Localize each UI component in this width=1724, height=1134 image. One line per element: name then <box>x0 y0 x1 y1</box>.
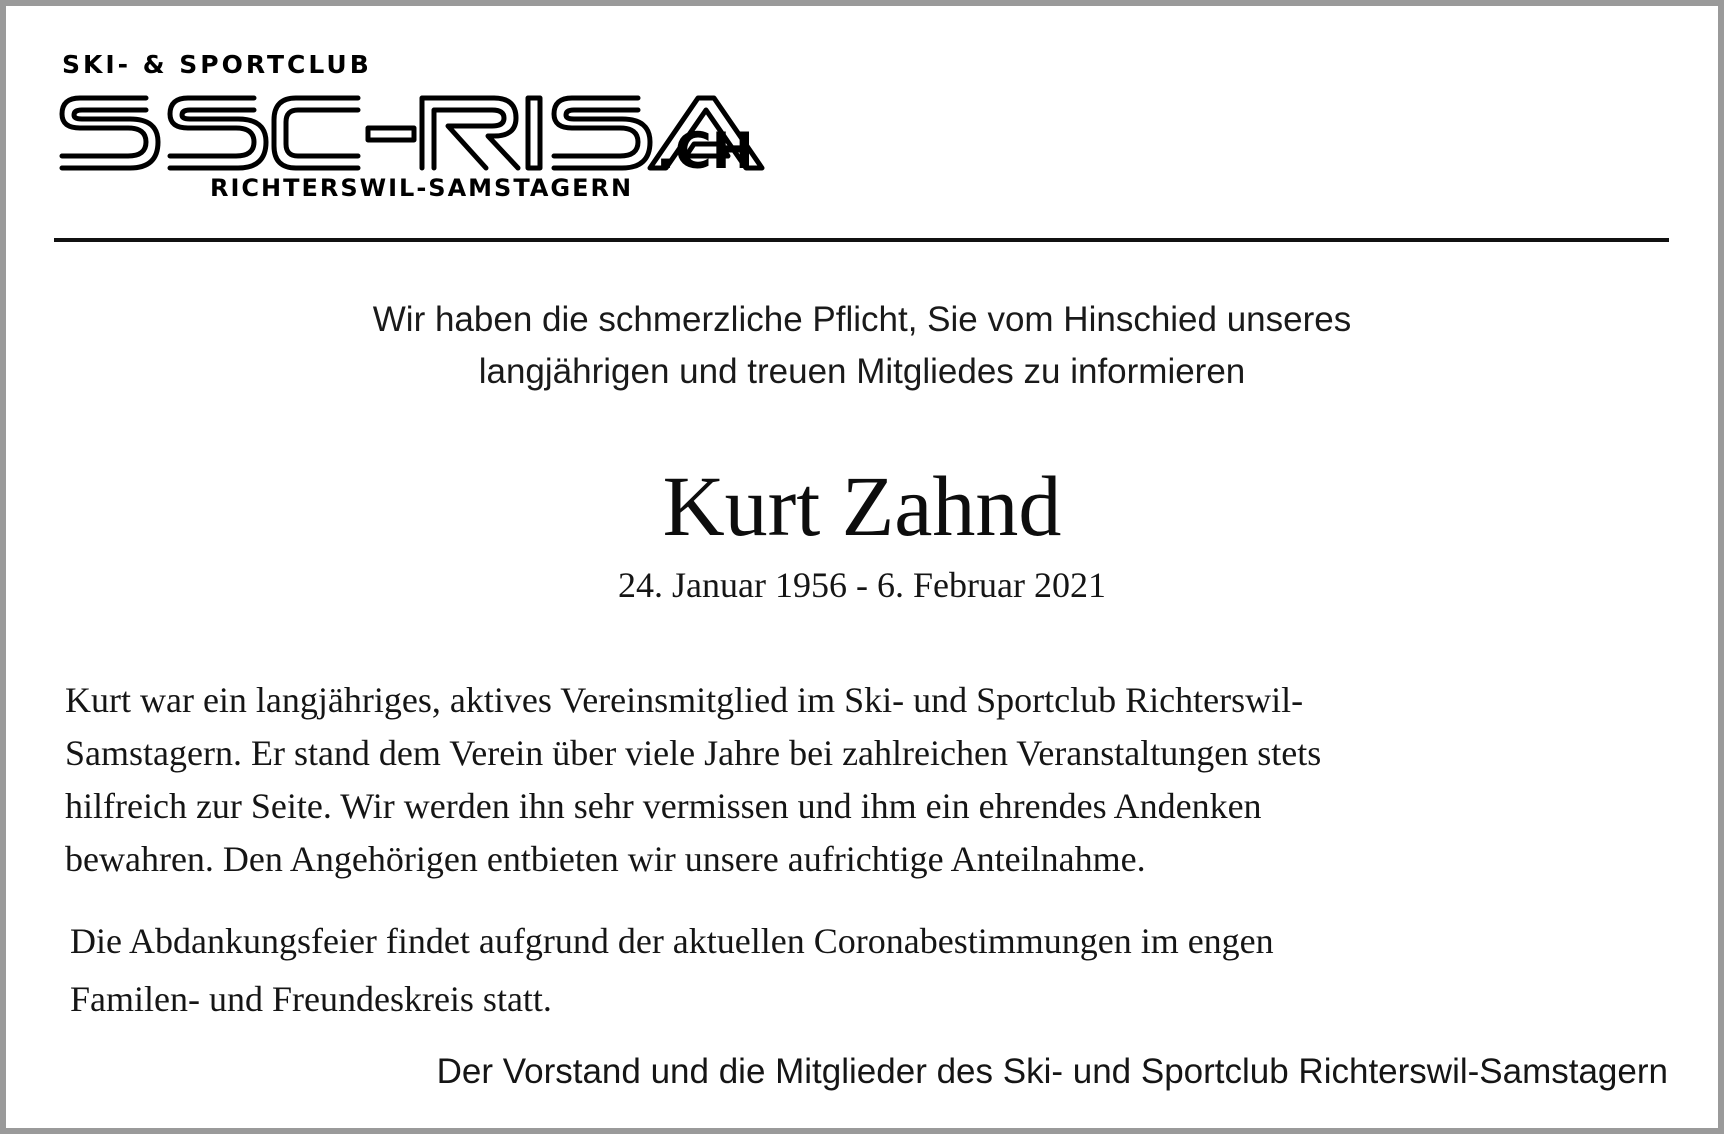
signature-line: Der Vorstand und die Mitglieder des Ski- und Sportclub Richterswil-Samstagern <box>436 1052 1668 1091</box>
tribute-line: hilfreich zur Seite. Wir werden ihn sehr vermissen und ihm ein ehrendes Andenken <box>65 786 1262 826</box>
tribute-paragraph <box>65 674 1665 886</box>
tribute-line: Samstagern. Er stand dem Verein über viele Jahre bei zahlreichen Veranstaltungen stets <box>65 733 1322 773</box>
intro-line: Wir haben die schmerzliche Pflicht, Sie vom Hinschied unseres <box>372 300 1352 339</box>
header-divider <box>54 238 1669 242</box>
tribute-line: bewahren. Den Angehörigen entbieten wir unsere aufrichtige Anteilnahme. <box>65 839 1146 879</box>
tribute-line: Kurt war ein langjähriges, aktives Vereinsmitglied im Ski- und Sportclub Richterswil- <box>65 680 1304 720</box>
ceremony-line: Die Abdankungsfeier findet aufgrund der aktuellen Coronabestimmungen im engen <box>70 921 1274 961</box>
life-dates: 24. Januar 1956 - 6. Februar 2021 <box>618 565 1106 605</box>
ceremony-line: Familen- und Freundeskreis statt. <box>70 979 552 1019</box>
logo-domain-suffix: .CH <box>656 122 754 172</box>
logo-bottom-line: RICHTERSWIL-SAMSTAGERN <box>210 174 634 202</box>
club-logo <box>58 50 788 210</box>
ceremony-paragraph <box>70 912 1670 1028</box>
deceased-name: Kurt Zahnd <box>662 458 1062 554</box>
intro-text <box>0 294 1724 398</box>
logo-wordmark <box>58 84 788 172</box>
intro-line: langjährigen und treuen Mitgliedes zu informieren <box>478 352 1246 391</box>
logo-top-line: SKI- & SPORTCLUB <box>62 50 372 79</box>
